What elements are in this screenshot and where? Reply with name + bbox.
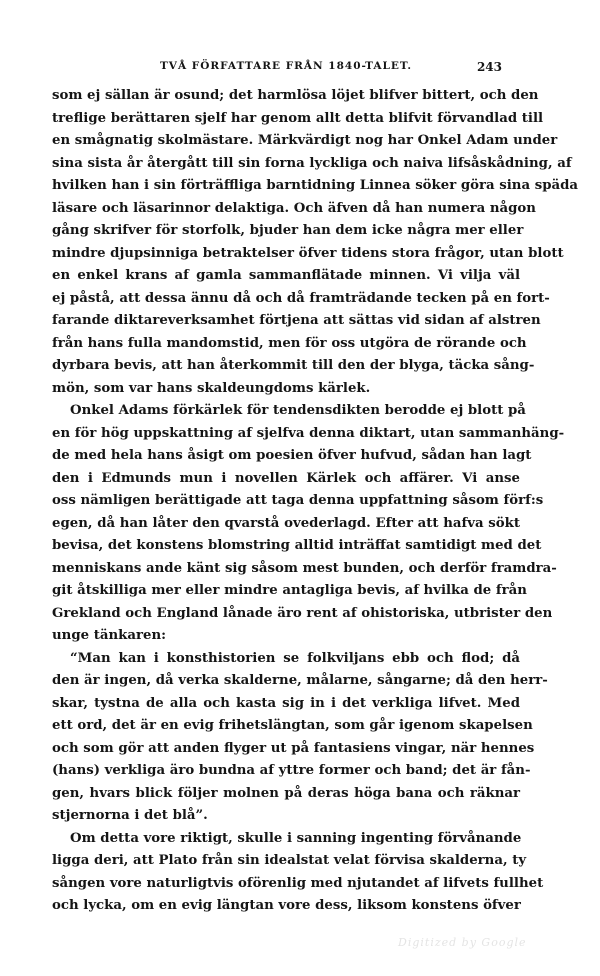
text-line: menniskans ande känt sig såsom mest bunden, och derför framdra- (52, 560, 557, 576)
running-title: TVÅ FÖRFATTARE FRÅN 1840-TALET. (159, 60, 413, 72)
text-line: de med hela hans åsigt om poesien öfver hufvud, sådan han lagt (52, 448, 532, 463)
paragraph-end-line: mön, som var hans skaldeungdoms kärlek. (52, 380, 371, 396)
text-line: den är ingen, då verka skalderne, målarne, sångarne; då den herr- (52, 673, 548, 688)
text-line: sina sista år återgått till sin forna lyckliga och naiva lifsåskådning, af (52, 155, 572, 171)
text-line: gång skrifver för storfolk, bjuder han dem icke några mer eller (52, 223, 524, 238)
text-line: från hans fulla mandomstid, men för oss utgöra de rörande och (52, 335, 527, 351)
body-text (52, 85, 579, 918)
text-line: läsare och läsarinnor delaktiga. Och äfven då han numera någon (52, 200, 536, 216)
text-line: Grekland och England lånade äro rent af ohistoriska, utbrister den (52, 605, 553, 621)
text-line: gen, hvars blick följer molnen på deras höga bana och räknar (52, 785, 520, 801)
text-line: egen, då han låter den qvarstå ovederlagd. Efter att hafva sökt (52, 515, 520, 531)
paragraph-end-line: unge tänkaren: (52, 628, 167, 643)
text-line: farande diktareverksamhet förtjena att sättas vid sidan af alstren (52, 313, 541, 328)
text-line: ej påstå, att dessa ännu då och då framträdande tecken på en fort- (52, 290, 550, 306)
text-line: en för hög uppskattning af sjelfva denna diktart, utan sammanhäng- (52, 425, 565, 441)
text-line: ligga deri, att Plato från sin idealstat velat förvisa skalderna, ty (52, 853, 527, 868)
paragraph-start-line: Onkel Adams förkärlek för tendensdikten berodde ej blott på (70, 403, 526, 418)
text-line: hvilken han i sin förträffliga barntidning Linnea söker göra sina späda (52, 178, 579, 193)
text-line: bevisa, det konstens blomstring alltid inträffat samtidigt med det (52, 538, 542, 553)
text-line: sången vore naturligtvis oförenlig med njutandet af lifvets fullhet (52, 875, 544, 891)
text-line: mindre djupsinniga betraktelser öfver tidens stora frågor, utan blott (52, 245, 564, 261)
text-line: ett ord, det är en evig frihetslängtan, som går igenom skapelsen (52, 718, 533, 733)
quote-end-line: stjernorna i det blå”. (52, 808, 208, 823)
text-line: en smågnatig skolmästare. Märkvärdigt nog har Onkel Adam under (52, 133, 558, 148)
text-line: en enkel krans af gamla sammanflätade minnen. Vi vilja väl (52, 268, 520, 283)
page-number: 243 (476, 60, 502, 74)
text-line: den i Edmunds mun i novellen Kärlek och affärer. Vi anse (52, 470, 520, 486)
text-line: dyrbara bevis, att han återkommit till den der blyga, täcka sång- (52, 358, 535, 373)
page-header (52, 60, 520, 80)
quote-start-line: “Man kan i konsthistorien se folkviljans ebb och flod; då (70, 650, 520, 666)
text-line: git åtskilliga mer eller mindre antagliga bevis, af hvilka de från (52, 583, 527, 598)
text-line: och lycka, om en evig längtan vore dess, liksom konstens öfver (52, 898, 521, 913)
text-line: skar, tystna de alla och kasta sig in i det verkliga lifvet. Med (52, 695, 520, 711)
text-line: treflige berättaren sjelf har genom allt detta blifvit förvandlad till (52, 110, 544, 126)
text-line: och som gör att anden flyger ut på fantasiens vingar, när hennes (52, 740, 535, 756)
text-line: oss nämligen berättigade att taga denna uppfattning såsom förf:s (52, 493, 544, 508)
digitization-watermark: Digitized by Google (398, 936, 527, 949)
text-line: som ej sällan är osund; det harmlösa löjet blifver bittert, och den (52, 88, 539, 103)
text-line: (hans) verkliga äro bundna af yttre former och band; det är fån- (52, 763, 531, 778)
paragraph-start-line: Om detta vore riktigt, skulle i sanning ingenting förvånande (70, 830, 522, 846)
